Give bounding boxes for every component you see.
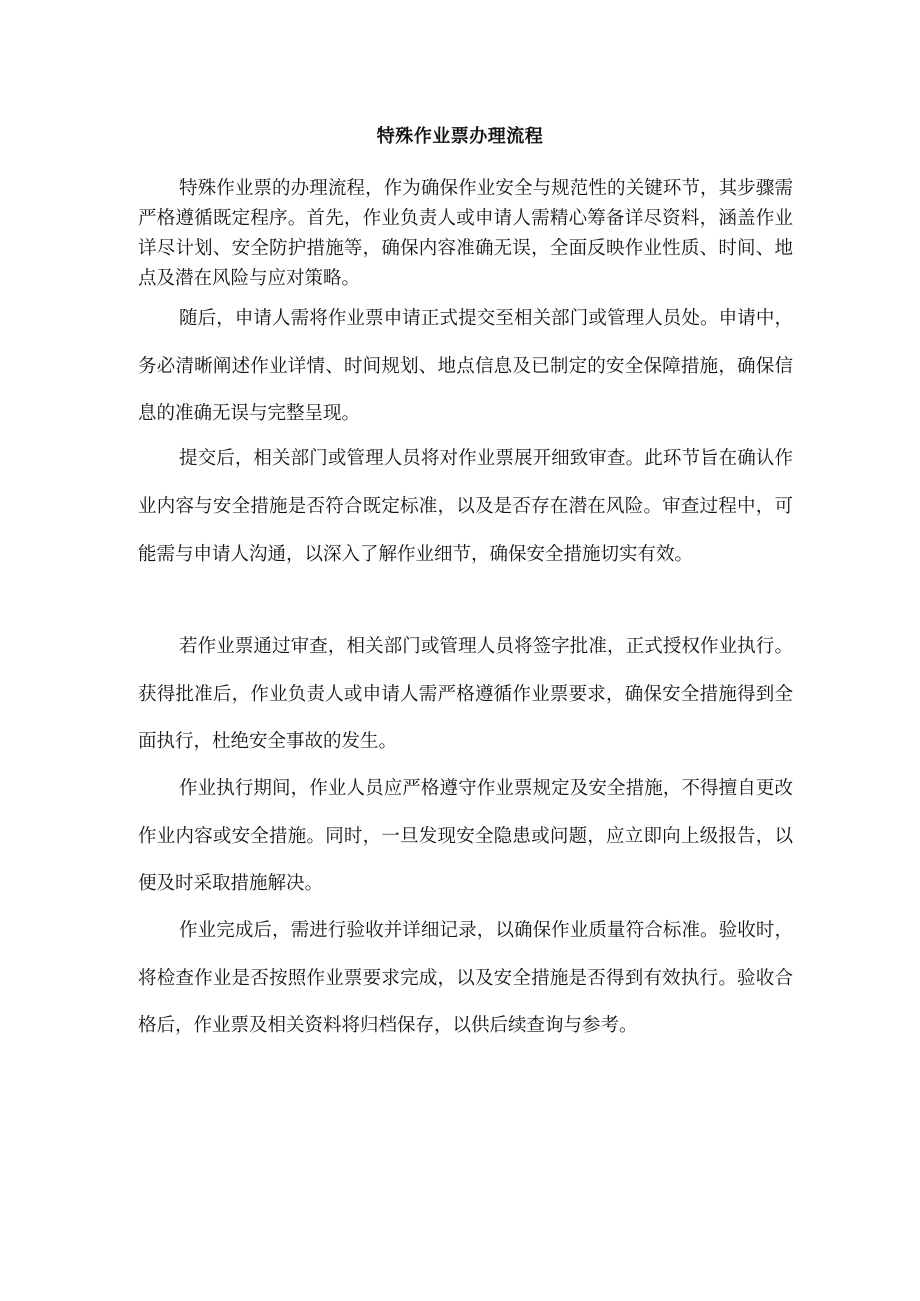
paragraph-5: 作业执行期间，作业人员应严格遵守作业票规定及安全措施，不得擅自更改作业内容或安全措施。同时，一旦发现安全隐患或问题，应立即向上级报告，以便及时采取措施解决。 <box>138 778 793 894</box>
paragraph-6: 作业完成后，需进行验收并详细记录，以确保作业质量符合标准。验收时，将检查作业是否按照作业票要求完成，以及安全措施是否得到有效执行。验收合格后，作业票及相关资料将归档保存，以供后续查询与参考。 <box>138 920 793 1036</box>
document-title: 特殊作业票办理流程 <box>376 126 544 147</box>
paragraph-3: 提交后，相关部门或管理人员将对作业票展开细致审查。此环节旨在确认作业内容与安全措施是否符合既定标准，以及是否存在潜在风险。审查过程中，可能需与申请人沟通，以深入了解作业细节，确保安全措施切实有效。 <box>138 448 793 565</box>
paragraph-1: 特殊作业票的办理流程，作为确保作业安全与规范性的关键环节，其步骤需严格遵循既定程序。首先，作业负责人或申请人需精心筹备详尽资料，涵盖作业详尽计划、安全防护措施等，确保内容准确无误，全面反映作业性质、时间、地点及潜在风险与应对策略。 <box>138 178 793 289</box>
paragraph-4: 若作业票通过审查，相关部门或管理人员将签字批准，正式授权作业执行。获得批准后，作业负责人或申请人需严格遵循作业票要求，确保安全措施得到全面执行，杜绝安全事故的发生。 <box>138 636 793 752</box>
paragraph-2: 随后，申请人需将作业票申请正式提交至相关部门或管理人员处。申请中，务必清晰阐述作业详情、时间规划、地点信息及已制定的安全保障措施，确保信息的准确无误与完整呈现。 <box>138 308 793 424</box>
